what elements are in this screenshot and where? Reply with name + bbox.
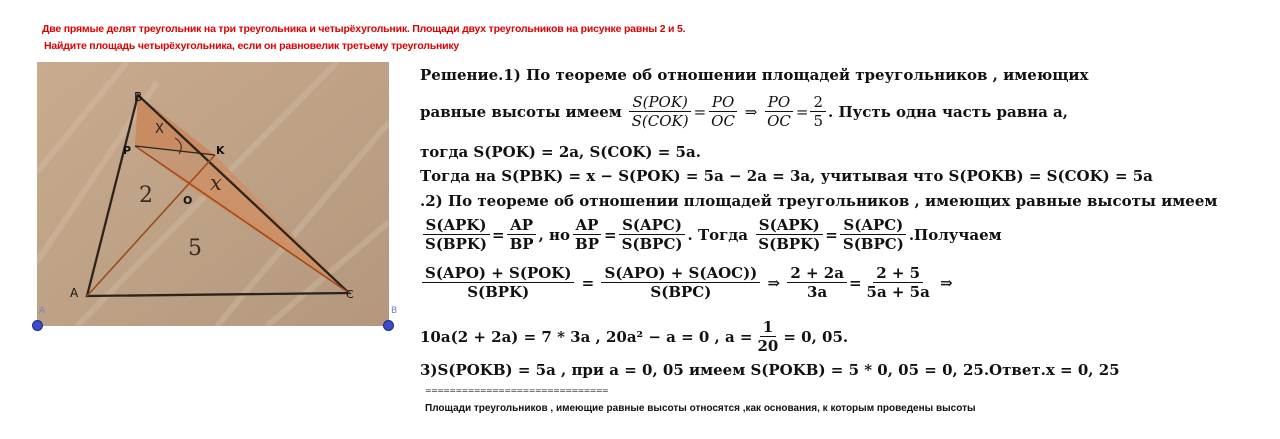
area-x-small: X bbox=[155, 122, 164, 137]
l2-f4-den: 5 bbox=[813, 112, 823, 130]
l2-f3-num: PO bbox=[765, 93, 793, 112]
solution-line-8 bbox=[420, 318, 848, 355]
l2-frac-1 bbox=[629, 93, 692, 130]
l6-frac-2 bbox=[507, 216, 537, 253]
l2-f1-den: S(COK) bbox=[631, 112, 689, 130]
separator-line: ============================== bbox=[425, 386, 609, 395]
l7-frac-1 bbox=[422, 264, 574, 301]
handle-label-b: B bbox=[391, 306, 398, 316]
l6-eq-2: = bbox=[603, 225, 617, 244]
l2-arrow: ⇒ bbox=[744, 102, 758, 121]
l7-f3-den: 3a bbox=[807, 283, 828, 301]
l8-frac-den: 20 bbox=[757, 337, 779, 355]
l2-text-b: . Пусть одна часть равна a, bbox=[828, 102, 1068, 121]
l6-f2-num: AP bbox=[507, 216, 536, 235]
l7-f1-den: S(BPK) bbox=[467, 283, 530, 301]
problem-statement bbox=[42, 21, 685, 55]
l7-eq-2: = bbox=[848, 273, 862, 292]
l8-text-a: 10a(2 + 2a) = 7 * 3a , 20a² − a = 0 , a = bbox=[420, 327, 753, 346]
l7-f3-num: 2 + 2a bbox=[787, 264, 847, 283]
label-b: B bbox=[134, 90, 143, 104]
solution-line-9: 3)S(POKB) = 5a , при a = 0, 05 имеем S(POKB) = 5 * 0, 05 = 0, 25.Ответ.x = 0, 25 bbox=[420, 361, 1120, 379]
l2-f3-den: OC bbox=[767, 112, 791, 130]
l2-f4-num: 2 bbox=[810, 93, 826, 112]
l6-f5-den: S(BPK) bbox=[758, 235, 821, 253]
solution-line-4: Тогда на S(PBK) = x − S(POK) = 5a − 2a = 3a, учитывая что S(POKB) = S(COK) = 5a bbox=[420, 167, 1153, 185]
l8-frac bbox=[754, 318, 781, 355]
l6-frac-4 bbox=[619, 216, 686, 253]
l7-arrow-2: ⇒ bbox=[940, 273, 953, 292]
l2-frac-3 bbox=[764, 93, 794, 130]
l6-f4-num: S(APC) bbox=[619, 216, 685, 235]
l6-f3-num: AP bbox=[573, 216, 602, 235]
l6-f5-num: S(APK) bbox=[756, 216, 823, 235]
l6-f1-den: S(BPK) bbox=[425, 235, 488, 253]
label-o: O bbox=[183, 194, 193, 207]
handle-point-a[interactable] bbox=[32, 320, 43, 331]
area-five: 5 bbox=[188, 236, 202, 261]
footnote: Площади треугольников , имеющие равные высоты относятся ,как основания, к которым проведены высоты bbox=[425, 403, 976, 414]
label-p: P bbox=[123, 144, 132, 157]
area-two: 2 bbox=[139, 183, 153, 208]
problem-line-2: Найдите площадь четырёхугольника, если он равновелик третьему треугольнику bbox=[44, 40, 460, 52]
problem-line-1: Две прямые делят треугольник на три треугольника и четырёхугольник. Площади двух треугольников на рисунке равны 2 и 5. bbox=[42, 23, 686, 35]
l2-f2-den: OC bbox=[711, 112, 735, 130]
solution-line-5: .2) По теореме об отношении площадей треугольников , имеющих равные высоты имеем bbox=[420, 192, 1218, 210]
l6-then: . Тогда bbox=[687, 225, 749, 244]
l2-f2-num: PO bbox=[709, 93, 737, 112]
handle-label-a: A bbox=[39, 306, 46, 316]
l7-arrow: ⇒ bbox=[767, 273, 781, 292]
l6-frac-6 bbox=[840, 216, 907, 253]
l7-f2-num: S(APO) + S(AOC)) bbox=[601, 264, 760, 283]
l6-f4-den: S(BPC) bbox=[621, 235, 683, 253]
l2-frac-2 bbox=[708, 93, 738, 130]
l8-frac-num: 1 bbox=[760, 318, 776, 337]
label-c: C bbox=[346, 288, 354, 301]
l7-frac-4 bbox=[864, 264, 933, 301]
l2-eq-2: = bbox=[795, 102, 809, 121]
l7-frac-3 bbox=[787, 264, 847, 301]
l2-frac-4 bbox=[810, 93, 826, 130]
l7-eq-1: = bbox=[581, 273, 595, 292]
handle-point-b[interactable] bbox=[383, 320, 394, 331]
l6-mid: , но bbox=[538, 225, 571, 244]
l6-frac-3 bbox=[572, 216, 602, 253]
l8-text-b: = 0, 05. bbox=[783, 327, 849, 346]
solution-line-2 bbox=[420, 93, 1068, 130]
solution-line-7 bbox=[420, 264, 953, 301]
l6-f6-den: S(BPC) bbox=[842, 235, 904, 253]
l2-eq-1: = bbox=[693, 102, 707, 121]
l7-f2-den: S(BPC) bbox=[650, 283, 712, 301]
area-x-quad: x bbox=[210, 171, 222, 195]
l7-f1-num: S(APO) + S(POK) bbox=[422, 264, 574, 283]
l6-f2-den: BP bbox=[509, 235, 534, 253]
solution-line-6 bbox=[420, 216, 1002, 253]
solution-line-1: Решение.1) По теореме об отношении площадей треугольников , имеющих bbox=[420, 66, 1089, 84]
l6-eq-1: = bbox=[492, 225, 505, 244]
l2-text-a: равные высоты имеем bbox=[420, 102, 622, 121]
l7-frac-2 bbox=[601, 264, 760, 301]
l6-eq-3: = bbox=[825, 225, 838, 244]
l7-f4-num: 2 + 5 bbox=[873, 264, 923, 283]
l7-f4-den: 5a + 5a bbox=[866, 283, 930, 301]
l6-frac-5 bbox=[755, 216, 823, 253]
label-k: K bbox=[216, 144, 225, 157]
l6-f1-num: S(APK) bbox=[423, 216, 490, 235]
l2-f1-num: S(POK) bbox=[629, 93, 691, 112]
l6-f3-den: BP bbox=[575, 235, 599, 253]
triangle-figure bbox=[37, 62, 389, 326]
l6-end: .Получаем bbox=[908, 225, 1002, 244]
figure-photo bbox=[37, 62, 389, 326]
solution-line-3: тогда S(POK) = 2a, S(COK) = 5a. bbox=[420, 143, 701, 161]
l6-frac-1 bbox=[422, 216, 490, 253]
l6-f6-num: S(APC) bbox=[840, 216, 906, 235]
label-a: A bbox=[70, 286, 79, 300]
